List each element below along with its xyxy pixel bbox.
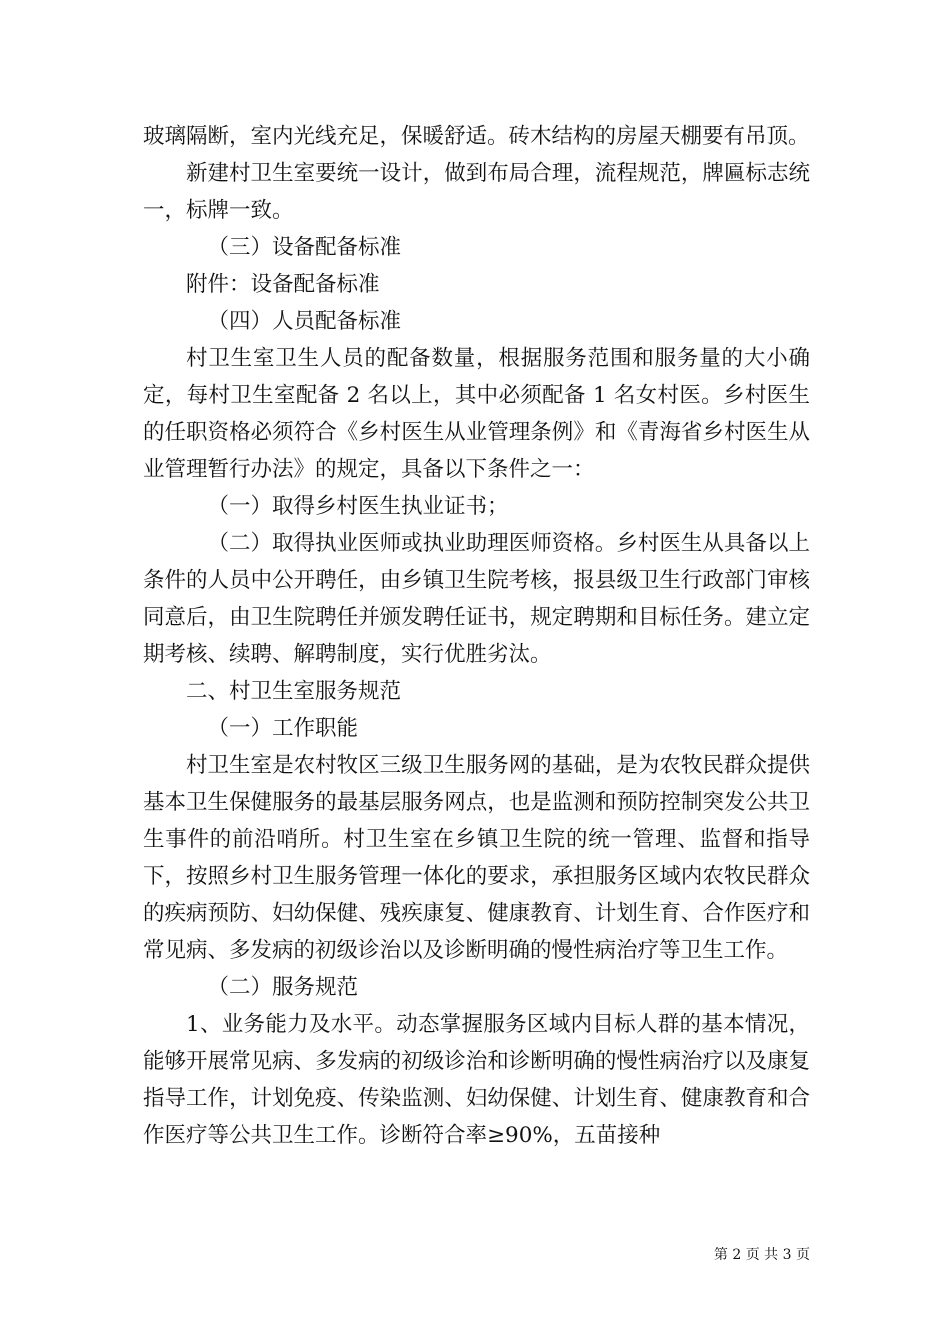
page-number: 第 2 页 共 3 页: [713, 1247, 810, 1263]
attachment-note: 附件：设备配备标准: [186, 272, 380, 297]
paragraph-1: 玻璃隔断，室内光线充足，保暖舒适。砖木结构的房屋天棚要有吊顶。: [143, 124, 810, 149]
page-content: [143, 118, 810, 1154]
section-heading-staffing-standard: （四）人员配备标准: [207, 309, 402, 334]
condition-item-1: （一）取得乡村医生执业证书；: [207, 494, 509, 519]
section-heading-service-standards: （二）服务规范: [207, 975, 359, 1000]
section-heading-work-functions: （一）工作职能: [207, 716, 359, 741]
paragraph-work-functions: 村卫生室是农村牧区三级卫生服务网的基础，是为农牧民群众提供基本卫生保健服务的最基层服务网点，也是监测和预防控制突发公共卫生事件的前沿哨所。村卫生室在乡镇卫生院的统一管理、监督和指导下，按照乡村卫生服务管理一体化的要求，承担服务区域内农牧民群众的疾病预防、妇幼保健、残疾康复、健康教育、计划生育、合作医疗和常见病、多发病的初级诊治以及诊断明确的慢性病治疗等卫生工作。: [143, 753, 810, 963]
section-heading-service-norms: 二、村卫生室服务规范: [186, 679, 402, 704]
paragraph-staffing: 村卫生室卫生人员的配备数量，根据服务范围和服务量的大小确定，每村卫生室配备 2 名以上，其中必须配备 1 名女村医。乡村医生的任职资格必须符合《乡村医生从业管理条例》和《青海省乡村医生从业管理暂行办法》的规定，具备以下条件之一：: [143, 346, 810, 482]
paragraph-2: 新建村卫生室要统一设计，做到布局合理，流程规范，牌匾标志统一，标牌一致。: [143, 161, 810, 223]
paragraph-business-capability: 1、业务能力及水平。动态掌握服务区域内目标人群的基本情况，能够开展常见病、多发病的初级诊治和诊断明确的慢性病治疗以及康复指导工作，计划免疫、传染监测、妇幼保健、计划生育、健康教育和合作医疗等公共卫生工作。诊断符合率≥90%，五苗接种: [143, 1012, 810, 1148]
condition-item-2: （二）取得执业医师或执业助理医师资格。乡村医生从具备以上条件的人员中公开聘任，由乡镇卫生院考核，报县级卫生行政部门审核同意后，由卫生院聘任并颁发聘任证书，规定聘期和目标任务。建立定期考核、续聘、解聘制度，实行优胜劣汰。: [143, 531, 810, 667]
section-heading-equipment-standard: （三）设备配备标准: [207, 235, 402, 260]
